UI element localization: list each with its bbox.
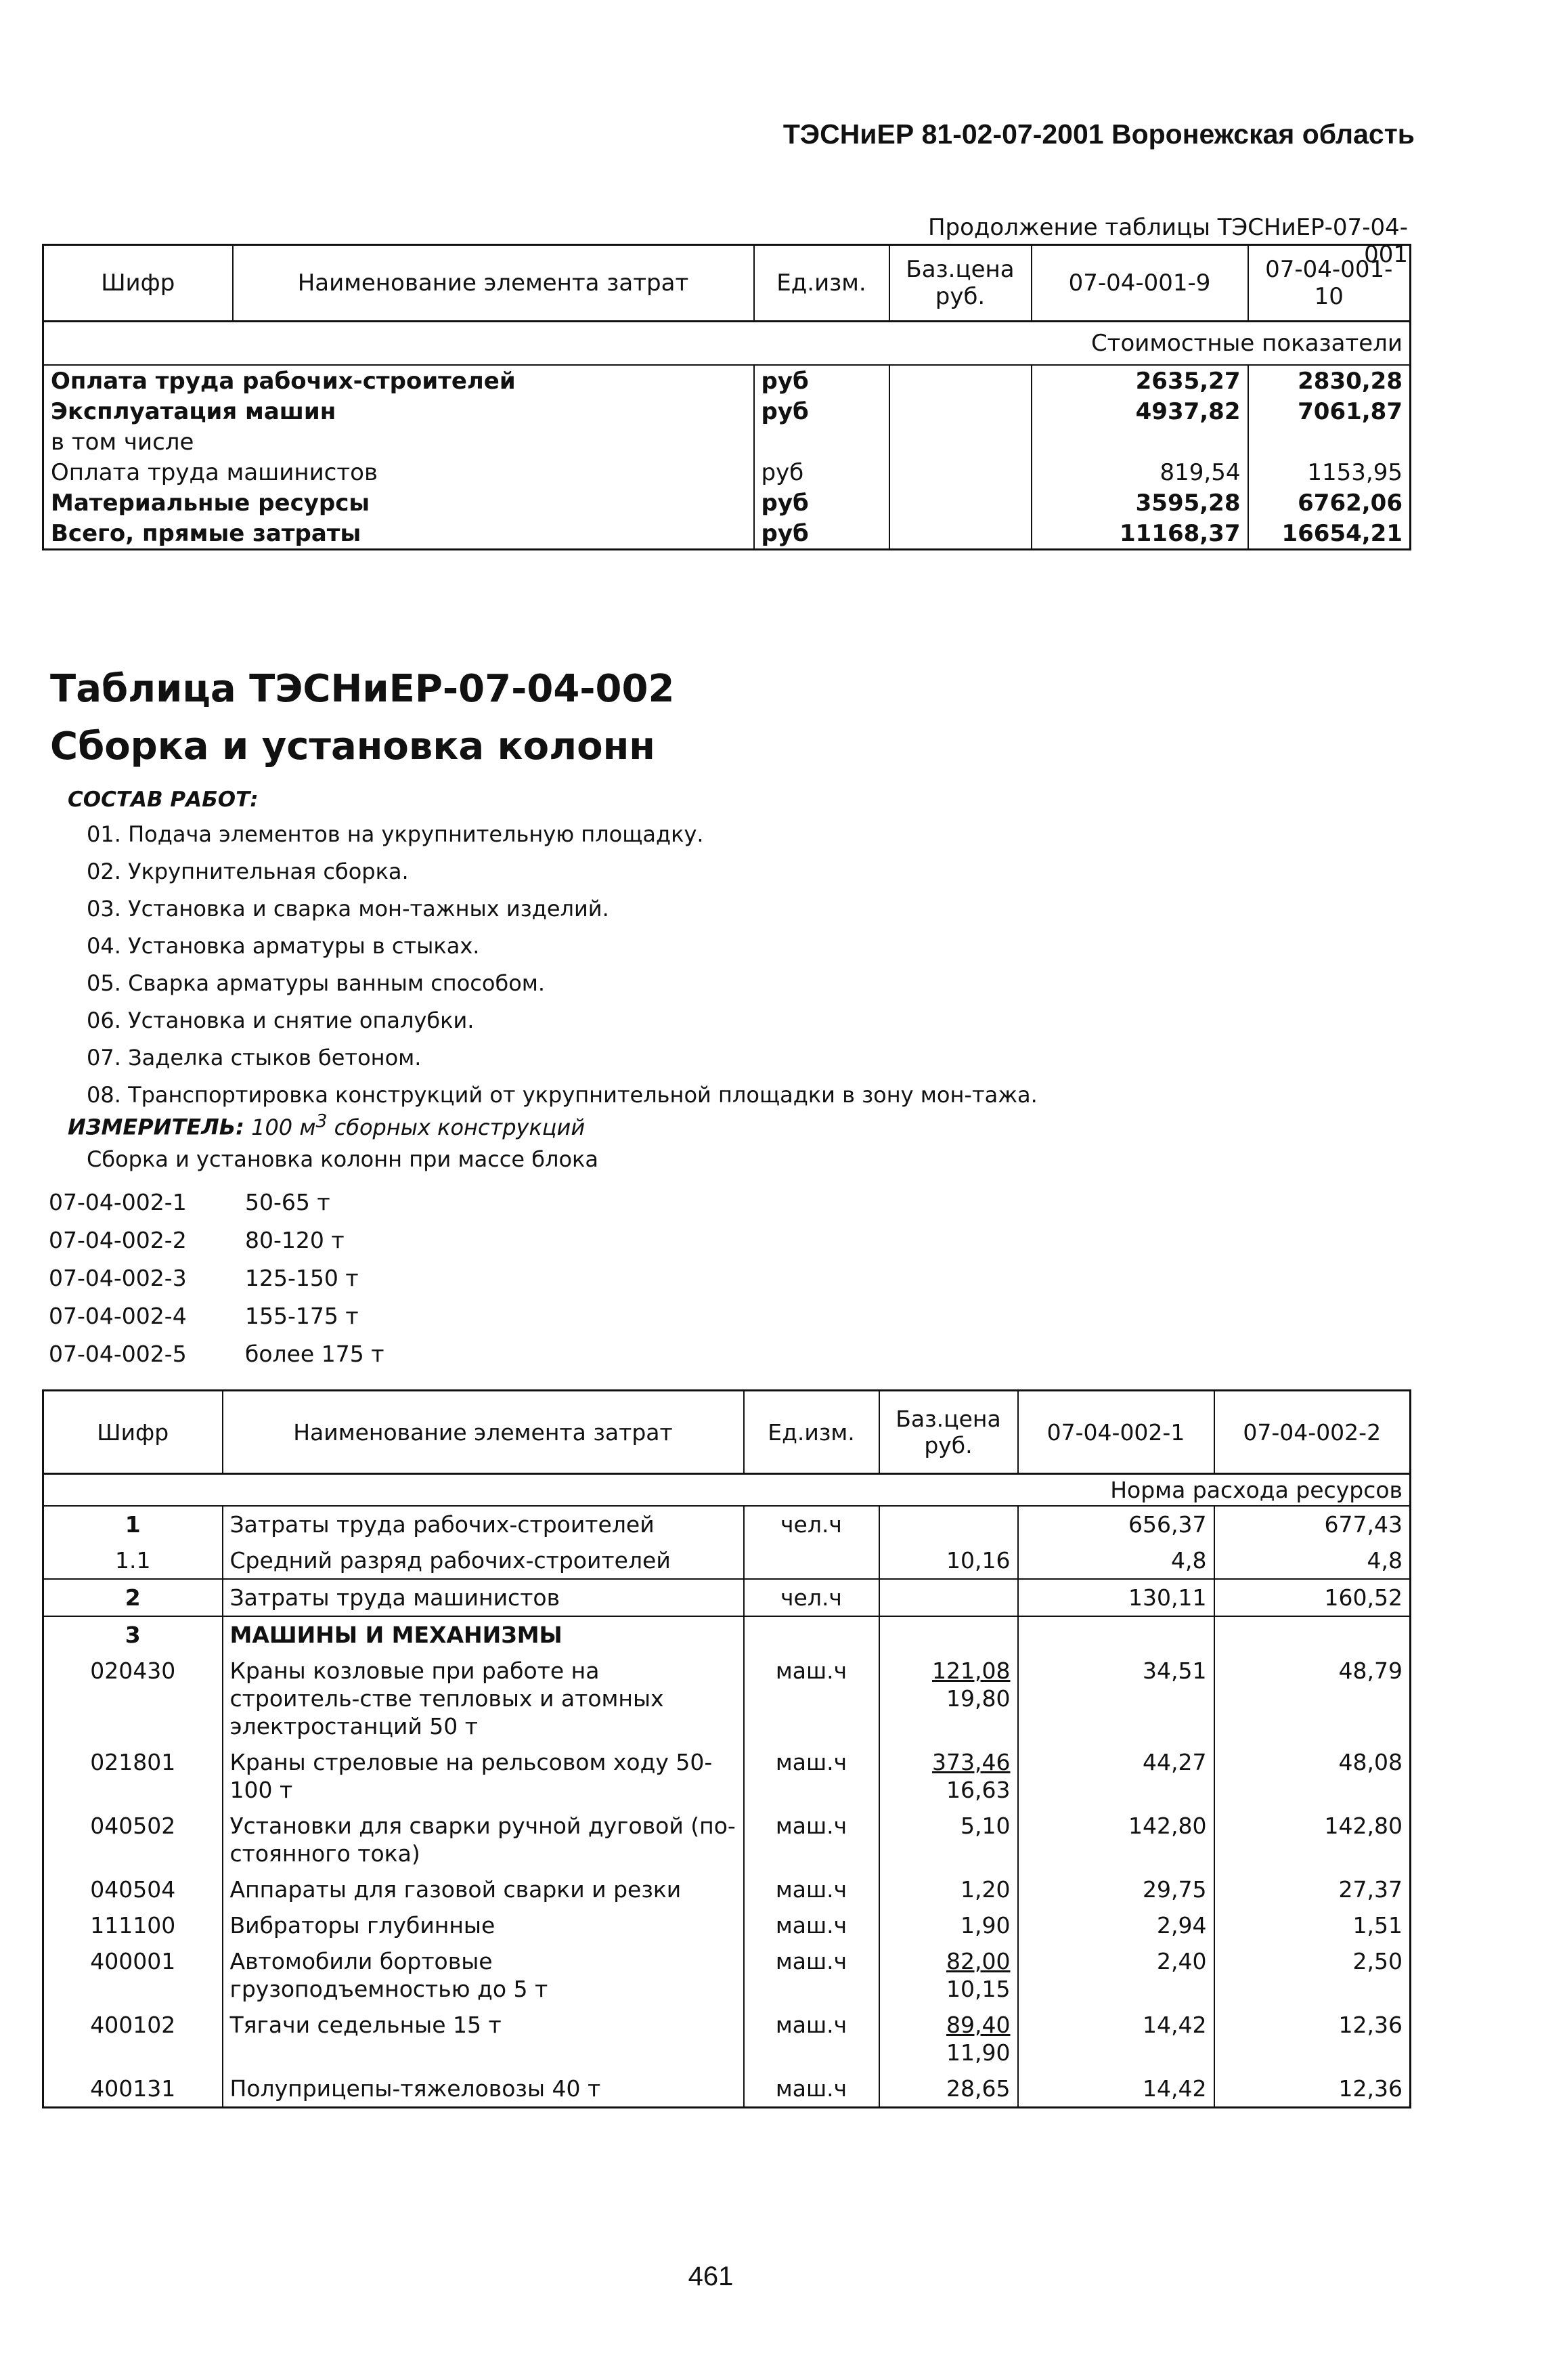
cost-value-2: 6762,06 — [1248, 488, 1411, 518]
cost-base-price — [889, 518, 1032, 550]
col-header-base-price: Баз.цена руб. — [879, 1391, 1018, 1474]
list-item — [49, 1335, 384, 1373]
page-number: 461 — [688, 2262, 734, 2291]
table-subcaption: Стоимостные показатели — [43, 322, 1411, 366]
base-price-labor: 10,15 — [946, 1976, 1011, 2002]
resource-code: 2 — [43, 1579, 223, 1616]
list-item: 04. Установка арматуры в стыках. — [87, 933, 480, 959]
table-row — [43, 365, 1411, 396]
base-price-value: 28,65 — [946, 2075, 1011, 2102]
table-row — [43, 1808, 1411, 1871]
col-header-code: Шифр — [43, 1391, 223, 1474]
base-price-value: 10,16 — [946, 1547, 1011, 1574]
resource-base-price — [879, 1616, 1018, 1653]
resource-unit: маш.ч — [744, 1653, 879, 1744]
list-item: 07. Заделка стыков бетоном. — [87, 1045, 422, 1070]
assembly-description: Сборка и установка колонн при массе блока — [87, 1146, 598, 1172]
cost-unit: руб — [754, 518, 889, 550]
resource-value-1 — [1018, 1616, 1214, 1653]
list-item: 02. Укрупнительная сборка. — [87, 859, 409, 884]
table-row — [43, 427, 1411, 457]
resource-value-2: 1,51 — [1214, 1907, 1411, 1943]
resource-base-price — [879, 2007, 1018, 2071]
col-header-name: Наименование элемента затрат — [233, 245, 754, 322]
list-item: 05. Сварка арматуры ванным способом. — [87, 970, 546, 996]
cost-base-price — [889, 488, 1032, 518]
cost-base-price — [889, 457, 1032, 488]
resource-value-1: 34,51 — [1018, 1653, 1214, 1744]
cost-name: Оплата труда машинистов — [51, 458, 378, 486]
resource-unit: маш.ч — [744, 2071, 879, 2108]
variant-mass: 50-65 т — [245, 1189, 330, 1215]
cost-base-price — [889, 396, 1032, 427]
col-header-name: Наименование элемента затрат — [223, 1391, 744, 1474]
table-row — [43, 1542, 1411, 1579]
base-price-value: 1,90 — [961, 1912, 1011, 1939]
resource-unit — [744, 1542, 879, 1579]
table-row — [43, 488, 1411, 518]
table-subcaption: Норма расхода ресурсов — [43, 1474, 1411, 1507]
cost-value-2: 7061,87 — [1248, 396, 1411, 427]
resource-value-2: 2,50 — [1214, 1943, 1411, 2007]
resource-norms-table — [42, 1389, 1411, 2108]
cost-value-2: 16654,21 — [1248, 518, 1411, 550]
resource-unit: маш.ч — [744, 1907, 879, 1943]
base-price-value: 373,46 — [932, 1749, 1011, 1775]
variant-mass: 80-120 т — [245, 1227, 345, 1253]
resource-value-1: 656,37 — [1018, 1506, 1214, 1542]
list-item — [49, 1184, 384, 1221]
resource-base-price — [879, 1542, 1018, 1579]
cost-base-price — [889, 427, 1032, 457]
cost-value-1: 3595,28 — [1032, 488, 1248, 518]
table-subcaption-row — [43, 1474, 1411, 1507]
section-table-title: Таблица ТЭСНиЕР-07-04-002 — [50, 667, 675, 711]
variant-code: 07-04-002-2 — [49, 1227, 187, 1253]
resource-name: Автомобили бортовые грузоподъемностью до 5 т — [223, 1943, 744, 2007]
resource-name: Полуприцепы-тяжеловозы 40 т — [223, 2071, 744, 2108]
resource-code: 400102 — [90, 2012, 176, 2038]
resource-value-1: 4,8 — [1018, 1542, 1214, 1579]
table-row — [43, 1943, 1411, 2007]
cost-name: Всего, прямые затраты — [51, 519, 361, 547]
resource-unit: чел.ч — [744, 1506, 879, 1542]
resource-unit: маш.ч — [744, 1744, 879, 1808]
table-row — [43, 396, 1411, 427]
resource-value-2: 27,37 — [1214, 1871, 1411, 1907]
table-row — [43, 2071, 1411, 2108]
col-header-unit: Ед.изм. — [754, 245, 889, 322]
cost-base-price — [889, 365, 1032, 396]
variant-code: 07-04-002-4 — [49, 1303, 187, 1329]
resource-unit: маш.ч — [744, 1943, 879, 2007]
resource-name: Краны стреловые на рельсовом ходу 50-100 т — [223, 1744, 744, 1808]
resource-value-2: 160,52 — [1214, 1579, 1411, 1616]
table-row — [43, 1653, 1411, 1744]
list-item — [49, 1297, 384, 1335]
resource-base-price — [879, 1808, 1018, 1871]
list-item: 08. Транспортировка конструкций от укрупнительной площадки в зону мон-тажа. — [87, 1082, 1038, 1108]
resource-code: 1.1 — [115, 1547, 151, 1574]
resource-unit — [744, 1616, 879, 1653]
meter-label: ИЗМЕРИТЕЛЬ: — [68, 1114, 244, 1140]
resource-code: 400131 — [90, 2075, 176, 2102]
resource-name: Затраты труда машинистов — [223, 1579, 744, 1616]
resource-code: 040502 — [90, 1813, 176, 1839]
cost-value-1: 2635,27 — [1032, 365, 1248, 396]
resource-unit: маш.ч — [744, 2007, 879, 2071]
col-header-variant-2: 07-04-002-2 — [1214, 1391, 1411, 1474]
resource-code: 400001 — [90, 1948, 176, 1974]
cost-unit: руб — [754, 396, 889, 427]
meter-line — [68, 1110, 585, 1140]
resource-value-1: 14,42 — [1018, 2007, 1214, 2071]
resource-unit: чел.ч — [744, 1579, 879, 1616]
cost-indicators-table — [42, 244, 1411, 550]
variant-code: 07-04-002-1 — [49, 1189, 187, 1215]
cost-value-1 — [1032, 427, 1248, 457]
base-price-value: 121,08 — [932, 1658, 1011, 1684]
variant-mass: 155-175 т — [245, 1303, 359, 1329]
cost-value-2: 1153,95 — [1248, 457, 1411, 488]
base-price-labor: 11,90 — [946, 2039, 1011, 2066]
resource-base-price — [879, 1907, 1018, 1943]
base-price-value: 5,10 — [961, 1813, 1011, 1839]
section-subtitle: Сборка и установка колонн — [50, 724, 655, 769]
variant-code: 07-04-002-5 — [49, 1341, 187, 1367]
resource-name: Тягачи седельные 15 т — [223, 2007, 744, 2071]
col-header-unit: Ед.изм. — [744, 1391, 879, 1474]
col-header-variant-2: 07-04-001-10 — [1248, 245, 1411, 322]
resource-name: Средний разряд рабочих-строителей — [223, 1542, 744, 1579]
resource-value-2 — [1214, 1616, 1411, 1653]
cost-value-1: 819,54 — [1032, 457, 1248, 488]
resource-code: 1 — [125, 1511, 141, 1538]
table-row — [43, 1579, 1411, 1616]
resource-value-2: 12,36 — [1214, 2007, 1411, 2071]
cost-unit: руб — [754, 488, 889, 518]
cost-name: Эксплуатация машин — [51, 397, 336, 425]
resource-value-2: 48,08 — [1214, 1744, 1411, 1808]
base-price-value: 82,00 — [946, 1948, 1011, 1974]
list-item: 01. Подача элементов на укрупнительную площадку. — [87, 821, 704, 847]
resource-value-1: 44,27 — [1018, 1744, 1214, 1808]
col-header-code: Шифр — [43, 245, 233, 322]
resource-value-1: 2,40 — [1018, 1943, 1214, 2007]
base-price-value: 1,20 — [961, 1876, 1011, 1903]
meter-value-tail: сборных конструкций — [334, 1114, 586, 1140]
cost-name: Оплата труда рабочих-строителей — [51, 367, 516, 395]
resource-unit: маш.ч — [744, 1871, 879, 1907]
resource-base-price — [879, 1506, 1018, 1542]
table-continuation-caption: Продолжение таблицы ТЭСНиЕР-07-04-001 — [927, 214, 1408, 268]
cost-name: Материальные ресурсы — [51, 489, 370, 517]
cost-unit: руб — [754, 365, 889, 396]
works-label: СОСТАВ РАБОТ: — [68, 787, 259, 812]
resource-name: Вибраторы глубинные — [223, 1907, 744, 1943]
meter-value-number: 100 м — [251, 1114, 316, 1140]
resource-value-2: 4,8 — [1214, 1542, 1411, 1579]
resource-base-price — [879, 1653, 1018, 1744]
resource-base-price — [879, 1744, 1018, 1808]
resource-name: Установки для сварки ручной дуговой (по-стоянного тока) — [223, 1808, 744, 1871]
table-row — [43, 1506, 1411, 1542]
resource-value-2: 677,43 — [1214, 1506, 1411, 1542]
list-item — [49, 1259, 384, 1297]
resource-name: Затраты труда рабочих-строителей — [223, 1506, 744, 1542]
page-header-title: ТЭСНиЕР 81-02-07-2001 Воронежская область — [782, 118, 1415, 150]
works-list — [87, 816, 1038, 1114]
resource-code: 3 — [43, 1616, 223, 1653]
cost-value-1: 4937,82 — [1032, 396, 1248, 427]
resource-base-price — [879, 2071, 1018, 2108]
meter-value-sup: 3 — [315, 1110, 328, 1131]
table-row — [43, 518, 1411, 550]
cost-unit: руб — [754, 457, 889, 488]
col-header-base-price: Баз.цена руб. — [889, 245, 1032, 322]
list-item — [49, 1221, 384, 1259]
resource-unit: маш.ч — [744, 1808, 879, 1871]
table-row — [43, 1616, 1411, 1653]
cost-value-2 — [1248, 427, 1411, 457]
list-item: 06. Установка и снятие опалубки. — [87, 1008, 474, 1033]
col-header-variant-1: 07-04-002-1 — [1018, 1391, 1214, 1474]
resource-code: 021801 — [90, 1749, 176, 1775]
resource-value-1: 29,75 — [1018, 1871, 1214, 1907]
resource-value-1: 2,94 — [1018, 1907, 1214, 1943]
table-row — [43, 1871, 1411, 1907]
table-row — [43, 1744, 1411, 1808]
cost-value-1: 11168,37 — [1032, 518, 1248, 550]
variant-mass: 125-150 т — [245, 1265, 359, 1291]
resource-base-price — [879, 1579, 1018, 1616]
resource-name: Аппараты для газовой сварки и резки — [223, 1871, 744, 1907]
table-header-row — [43, 1391, 1411, 1474]
resource-value-1: 14,42 — [1018, 2071, 1214, 2108]
resource-value-2: 12,36 — [1214, 2071, 1411, 2108]
meter-value — [251, 1110, 586, 1140]
table-row — [43, 457, 1411, 488]
cost-name: в том числе — [51, 428, 194, 456]
resource-value-1: 142,80 — [1018, 1808, 1214, 1871]
table-row — [43, 2007, 1411, 2071]
resource-name: Краны козловые при работе на строитель-стве тепловых и атомных электростанций 50 т — [223, 1653, 744, 1744]
resource-code: 040504 — [90, 1876, 176, 1903]
resource-base-price — [879, 1871, 1018, 1907]
cost-unit — [754, 427, 889, 457]
resource-code: 111100 — [90, 1912, 176, 1939]
table-header-row — [43, 245, 1411, 322]
resource-code: 020430 — [90, 1658, 176, 1684]
resource-value-1: 130,11 — [1018, 1579, 1214, 1616]
resource-value-2: 48,79 — [1214, 1653, 1411, 1744]
variant-code: 07-04-002-3 — [49, 1265, 187, 1291]
table-subcaption-row — [43, 322, 1411, 366]
variant-mass: более 175 т — [245, 1341, 384, 1367]
table-row — [43, 1907, 1411, 1943]
col-header-variant-1: 07-04-001-9 — [1032, 245, 1248, 322]
variants-list — [49, 1184, 384, 1373]
cost-value-2: 2830,28 — [1248, 365, 1411, 396]
resource-base-price — [879, 1943, 1018, 2007]
base-price-labor: 19,80 — [946, 1685, 1011, 1712]
list-item: 03. Установка и сварка мон-тажных изделий. — [87, 896, 609, 922]
base-price-value: 89,40 — [946, 2012, 1011, 2038]
base-price-labor: 16,63 — [946, 1777, 1011, 1803]
resource-name: МАШИНЫ И МЕХАНИЗМЫ — [223, 1616, 744, 1653]
resource-value-2: 142,80 — [1214, 1808, 1411, 1871]
